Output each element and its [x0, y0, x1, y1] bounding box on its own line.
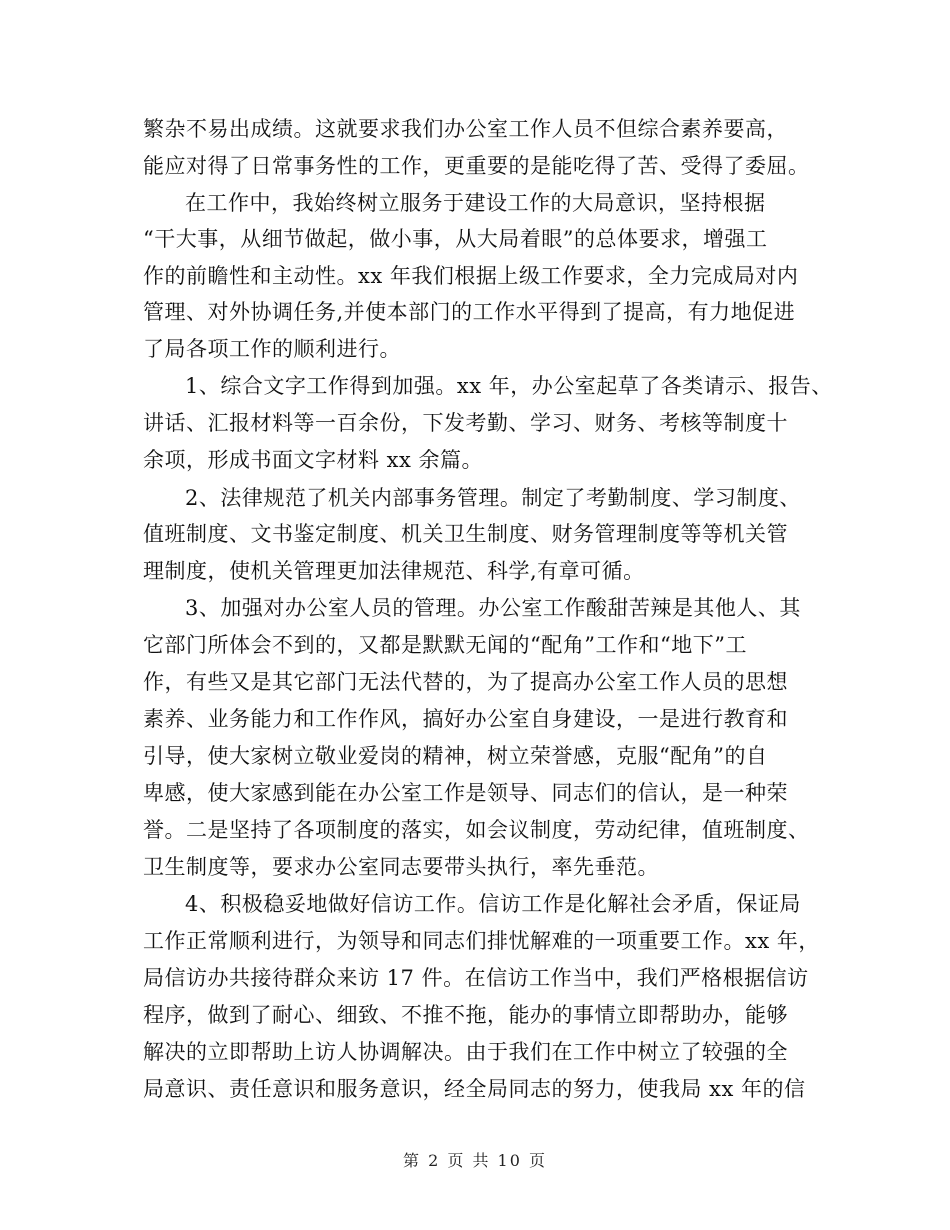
text-line: 值班制度、文书鉴定制度、机关卫生制度、财务管理制度等等机关管: [143, 522, 788, 546]
text-line: 解决的立即帮助上访人协调解决。由于我们在工作中树立了较强的全: [143, 1040, 788, 1064]
text-line: 素养、业务能力和工作作风，搞好办公室自身建设，一是进行教育和: [143, 707, 788, 731]
paragraph-first-line: 3、加强对办公室人员的管理。办公室工作酸甜苦辣是其他人、其: [185, 596, 801, 620]
text-line: 繁杂不易出成绩。这就要求我们办公室工作人员不但综合素养要高，: [143, 117, 788, 141]
paragraph-first-line: 4、积极稳妥地做好信访工作。信访工作是化解社会矛盾，保证局: [185, 892, 801, 916]
text-line: 理制度，使机关管理更加法律规范、科学,有章可循。: [143, 559, 645, 583]
text-line: 管理、对外协调任务,并使本部门的工作水平得到了提高，有力地促进: [143, 300, 796, 324]
text-line: 讲话、汇报材料等一百余份，下发考勤、学习、财务、考核等制度十: [143, 411, 788, 435]
text-line: 了局各项工作的顺利进行。: [143, 337, 401, 361]
text-line: 工作正常顺利进行，为领导和同志们排忧解难的一项重要工作。xx 年，: [143, 929, 820, 953]
text-line: 局信访办共接待群众来访 17 件。在信访工作当中，我们严格根据信访: [143, 966, 809, 990]
text-line: 引导，使大家树立敬业爱岗的精神，树立荣誉感，克服“配角”的自: [143, 744, 768, 768]
paragraph-first-line: 1、综合文字工作得到加强。xx 年，办公室起草了各类请示、报告、: [185, 374, 833, 398]
text-line: 余项，形成书面文字材料 xx 余篇。: [143, 448, 484, 472]
text-line: 局意识、责任意识和服务意识，经全局同志的努力，使我局 xx 年的信: [143, 1077, 806, 1101]
text-line: 作的前瞻性和主动性。xx 年我们根据上级工作要求，全力完成局对内: [143, 264, 799, 288]
paragraph-first-line: 2、法律规范了机关内部事务管理。制定了考勤制度、学习制度、: [185, 486, 801, 510]
text-line: 卑感，使大家感到能在办公室工作是领导、同志们的信认，是一种荣: [143, 781, 788, 805]
page-number-footer: 第 2 页 共 10 页: [403, 1151, 547, 1170]
paragraph-first-line: 在工作中，我始终树立服务于建设工作的大局意识，坚持根据: [185, 191, 766, 215]
text-line: 作，有些又是其它部门无法代替的，为了提高办公室工作人员的思想: [143, 670, 788, 694]
text-line: 能应对得了日常事务性的工作，更重要的是能吃得了苦、受得了委屈。: [143, 154, 810, 178]
text-line: 它部门所体会不到的，又都是默默无闻的“配角”工作和“地下”工: [143, 633, 747, 657]
text-line: 程序，做到了耐心、细致、不推不拖，能办的事情立即帮助办，能够: [143, 1003, 788, 1027]
text-line: “干大事，从细节做起，做小事，从大局着眼”的总体要求，增强工: [143, 227, 768, 251]
text-line: 卫生制度等，要求办公室同志要带头执行，率先垂范。: [143, 855, 659, 879]
text-line: 誉。二是坚持了各项制度的落实，如会议制度，劳动纪律，值班制度、: [143, 818, 810, 842]
